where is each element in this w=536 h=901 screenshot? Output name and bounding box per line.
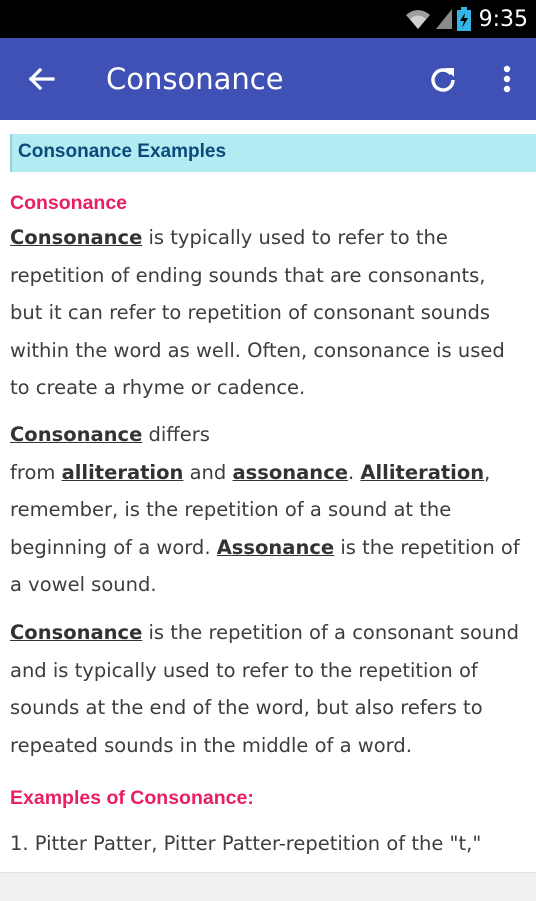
- heading-consonance: Consonance: [10, 192, 128, 214]
- text-line: sounds at the end of the word, but also refers to: [10, 696, 483, 719]
- text-line: and is typically used to refer to the repetition of: [10, 658, 478, 682]
- alliteration-link[interactable]: alliteration: [61, 460, 184, 484]
- more-vert-icon: [503, 65, 511, 93]
- text-line: repetition of ending sounds that are consonants,: [10, 263, 486, 287]
- text-line: repeated sounds in the middle of a word.: [10, 733, 412, 757]
- text-span: is the repetition of: [334, 535, 520, 559]
- text-line: is the repetition of a consonant sound: [142, 621, 520, 644]
- text-span: .: [347, 460, 361, 484]
- example-item: [10, 825, 530, 863]
- text-span: from: [10, 460, 62, 484]
- paragraph-definition: [10, 219, 530, 407]
- text-line: differs: [142, 423, 210, 446]
- app-bar: [0, 38, 536, 120]
- heading-examples: Examples of Consonance:: [10, 787, 254, 809]
- overflow-menu-button[interactable]: [484, 56, 530, 102]
- refresh-button[interactable]: [420, 56, 466, 102]
- text-line: remember, is the repetition of a sound at the: [10, 498, 452, 521]
- paragraph-repetition: [10, 614, 530, 764]
- arrow-back-icon: [27, 67, 55, 91]
- clock: 9:35: [478, 6, 528, 32]
- section-header: [10, 134, 536, 172]
- refresh-icon: [429, 65, 457, 93]
- bottom-bar: [0, 872, 536, 901]
- text-span: and: [183, 460, 233, 484]
- paragraph-comparison: [10, 416, 530, 604]
- assonance-link[interactable]: Assonance: [216, 535, 335, 559]
- text-span: beginning of a word.: [10, 535, 217, 559]
- wifi-icon: [405, 8, 431, 30]
- signal-icon: [435, 8, 453, 30]
- text-line: to create a rhyme or cadence.: [10, 376, 306, 399]
- assonance-link[interactable]: assonance: [232, 460, 348, 484]
- alliteration-link[interactable]: Alliteration: [360, 460, 485, 484]
- term-link[interactable]: Consonance: [10, 621, 143, 644]
- term-link[interactable]: Consonance: [10, 226, 143, 249]
- page-title: Consonance: [106, 62, 284, 96]
- back-button[interactable]: [18, 56, 64, 102]
- status-bar: [0, 0, 536, 38]
- text-line: 1. Pitter Patter, Pitter Patter-repetition of the "t,": [10, 832, 482, 855]
- text-span: ,: [484, 460, 491, 484]
- text-line: but it can refer to repetition of consonant sounds: [10, 301, 491, 324]
- text-line: within the word as well. Often, consonance is used: [10, 338, 505, 362]
- article-content[interactable]: [0, 120, 536, 872]
- text-line: a vowel sound.: [10, 573, 157, 596]
- battery-charging-icon: [457, 7, 471, 31]
- text-line: is typically used to refer to the: [142, 226, 448, 249]
- term-link[interactable]: Consonance: [10, 423, 143, 446]
- section-header-label: Consonance Examples: [18, 141, 227, 162]
